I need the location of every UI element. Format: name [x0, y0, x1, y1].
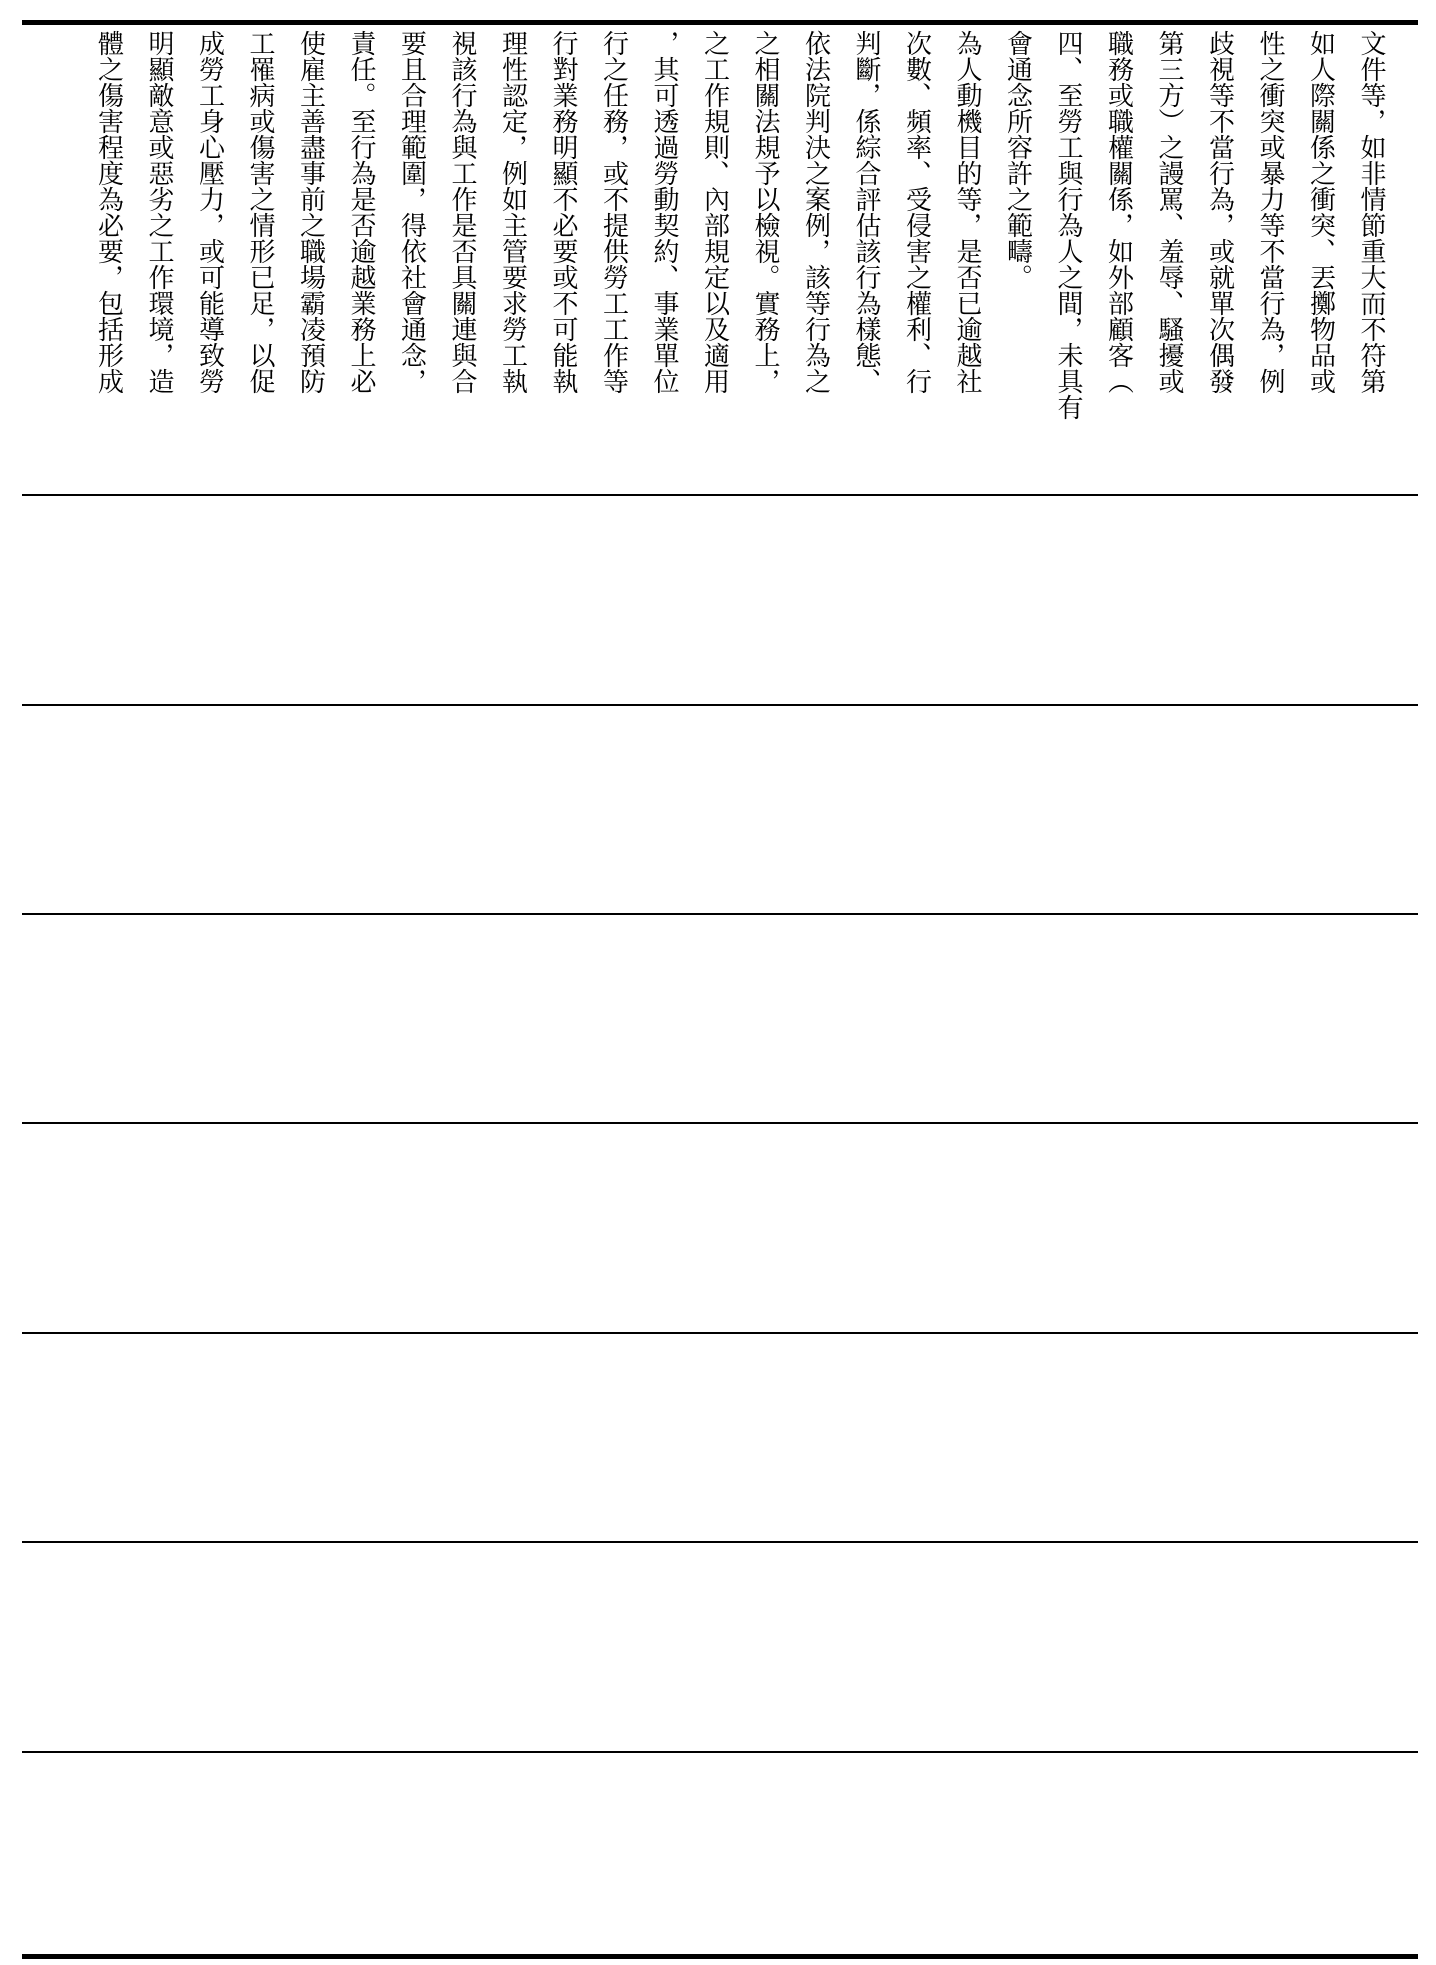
text-column: 四、至勞工與行為人之間，未具有 [1053, 30, 1083, 420]
text-column: 行對業務明顯不必要或不可能執 [548, 30, 578, 394]
text-column: 使雇主善盡事前之職場霸凌預防 [295, 30, 326, 394]
text-column: 工罹病或傷害之情形已足，以促 [245, 30, 275, 394]
row-rule [22, 1751, 1418, 1753]
text-column: 文件等，如非情節重大而不符第 [1356, 30, 1386, 394]
row-rule [22, 704, 1418, 706]
text-column: 第三方）之謾罵、羞辱、騷擾或 [1154, 30, 1184, 394]
text-column: 歧視等不當行為，或就單次偶發 [1204, 30, 1235, 394]
vertical-text-block [83, 30, 1396, 480]
text-column: ，其可透過勞動契約、事業單位 [649, 30, 679, 394]
text-column: 要且合理範圍，得依社會通念， [396, 30, 427, 394]
text-column: 之工作規則、內部規定以及適用 [699, 30, 730, 394]
text-column: 為人動機目的等，是否已逾越社 [952, 30, 982, 394]
row-rule [22, 494, 1418, 496]
text-column: 會通念所容許之範疇。 [1002, 30, 1033, 290]
text-column: 依法院判決之案例，該等行為之 [800, 30, 831, 394]
text-column: 之相關法規予以檢視。實務上， [750, 30, 780, 394]
bottom-rule [22, 1954, 1418, 1959]
row-rule [22, 1332, 1418, 1334]
text-column: 如人際關係之衝突、丟擲物品或 [1305, 30, 1336, 394]
text-column: 成勞工身心壓力，或可能導致勞 [194, 30, 225, 394]
text-column: 行之任務，或不提供勞工工作等 [598, 30, 629, 394]
row-rule [22, 913, 1418, 915]
text-column: 體之傷害程度為必要，包括形成 [93, 30, 124, 394]
text-column: 明顯敵意或惡劣之工作環境，造 [144, 30, 174, 394]
text-column: 職務或職權關係，如外部顧客（ [1103, 30, 1134, 394]
top-rule [22, 20, 1418, 25]
text-column: 性之衝突或暴力等不當行為，例 [1255, 30, 1285, 394]
text-column: 判斷，係綜合評估該行為樣態、 [851, 30, 881, 394]
row-rule [22, 1122, 1418, 1124]
text-column: 責任。至行為是否逾越業務上必 [346, 30, 376, 394]
text-column: 次數、頻率、受侵害之權利、行 [901, 30, 932, 394]
row-rule [22, 1541, 1418, 1543]
text-column: 視該行為與工作是否具關連與合 [447, 30, 477, 394]
text-column: 理性認定，例如主管要求勞工執 [497, 30, 528, 394]
